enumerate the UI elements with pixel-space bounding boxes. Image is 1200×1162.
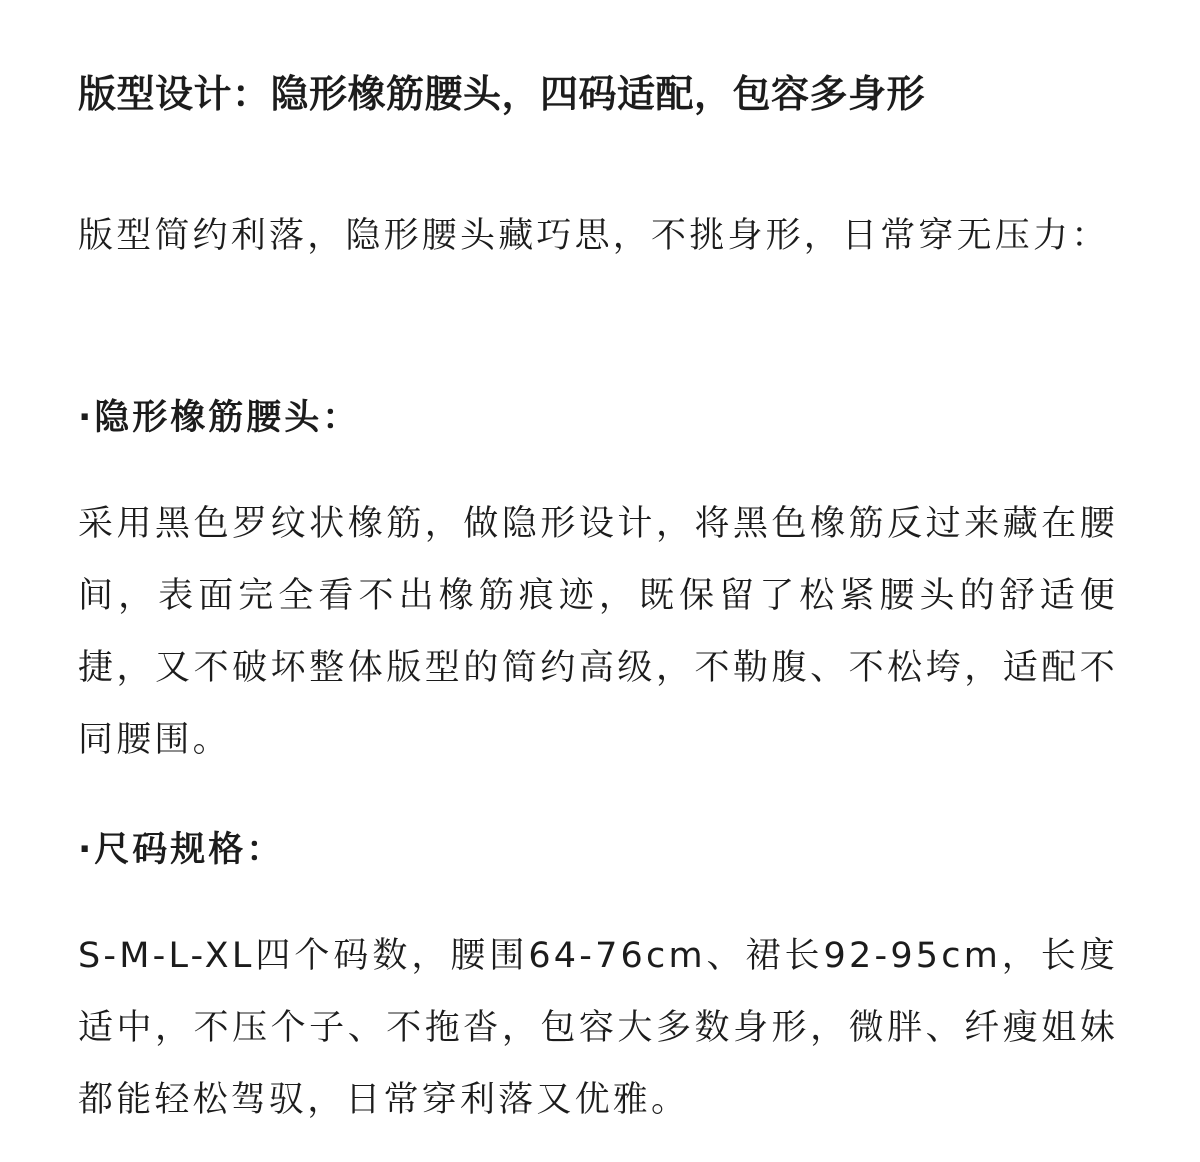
section-body-size: S-M-L-XL四个码数，腰围64-76cm、裙长92-95cm，长度适中，不压个子、不拖沓，包容大多数身形，微胖、纤瘦姐妹都能轻松驾驭，日常穿利落又优雅。 bbox=[78, 936, 1118, 1120]
section-heading-waistband: ·隐形橡筋腰头： bbox=[78, 398, 361, 438]
section-body-waistband: 采用黑色罗纹状橡筋，做隐形设计，将黑色橡筋反过来藏在腰间，表面完全看不出橡筋痕迹，既保留了松紧腰头的舒适便捷，又不破坏整体版型的简约高级，不勒腹、不松垮，适配不同腰围。 bbox=[78, 504, 1118, 760]
intro-paragraph: 版型简约利落，隐形腰头藏巧思，不挑身形，日常穿无压力： bbox=[78, 216, 1110, 256]
page-title: 版型设计：隐形橡筋腰头，四码适配，包容多身形 bbox=[78, 72, 926, 116]
section-heading-size: ·尺码规格： bbox=[78, 830, 285, 870]
